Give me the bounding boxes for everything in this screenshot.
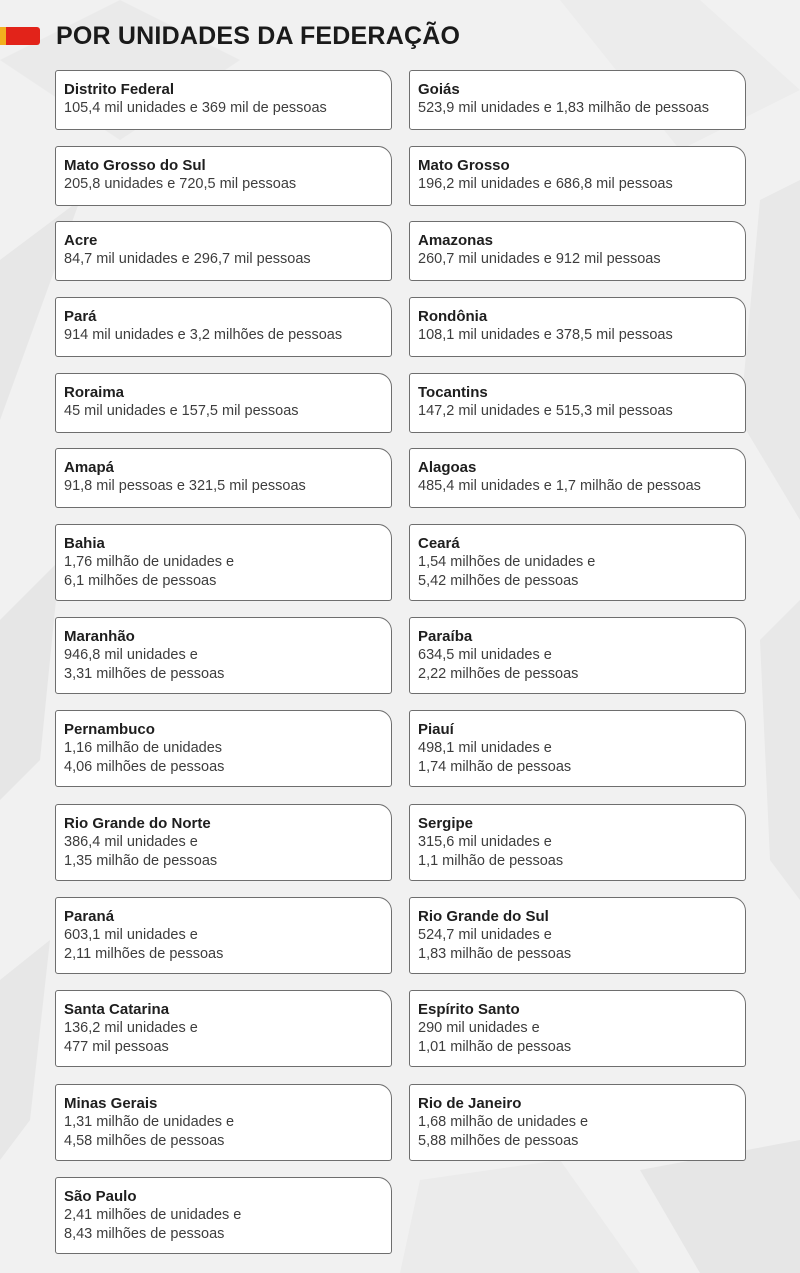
state-stats-line: 205,8 unidades e 720,5 mil pessoas — [64, 176, 297, 192]
state-stats-line: 498,1 mil unidades e — [418, 740, 552, 756]
state-card-ceara — [409, 524, 746, 601]
state-card-rio-grande-do-norte — [55, 804, 392, 881]
state-card-sergipe — [409, 804, 746, 881]
state-stats-line: 5,42 milhões de pessoas — [418, 573, 579, 589]
state-stats-line: 477 mil pessoas — [64, 1039, 169, 1055]
state-name: Distrito Federal — [64, 81, 175, 98]
state-stats-line: 5,88 milhões de pessoas — [418, 1133, 579, 1149]
state-stats-line: 1,83 milhão de pessoas — [418, 946, 572, 962]
state-stats-line: 1,31 milhão de unidades e — [64, 1114, 235, 1130]
state-stats-line: 2,22 milhões de pessoas — [418, 666, 579, 682]
state-name: Rio de Janeiro — [418, 1095, 522, 1112]
state-stats-line: 914 mil unidades e 3,2 milhões de pessoas — [64, 327, 343, 343]
state-stats-line: 147,2 mil unidades e 515,3 mil pessoas — [418, 403, 673, 419]
state-name: Maranhão — [64, 628, 135, 645]
state-stats-line: 315,6 mil unidades e — [418, 834, 552, 850]
state-name: Minas Gerais — [64, 1095, 158, 1112]
state-card-parana — [55, 897, 392, 974]
state-card-rondonia — [409, 297, 746, 357]
state-stats-line: 3,31 milhões de pessoas — [64, 666, 225, 682]
state-stats-line: 4,58 milhões de pessoas — [64, 1133, 225, 1149]
state-stats-line: 603,1 mil unidades e — [64, 927, 198, 943]
state-stats-line: 386,4 mil unidades e — [64, 834, 198, 850]
state-name: São Paulo — [64, 1188, 137, 1205]
state-stats-line: 8,43 milhões de pessoas — [64, 1226, 225, 1242]
state-stats-line: 485,4 mil unidades e 1,7 milhão de pessoas — [418, 478, 701, 494]
state-stats-line: 1,35 milhão de pessoas — [64, 853, 218, 869]
state-name: Alagoas — [418, 459, 477, 476]
state-stats-line: 1,1 milhão de pessoas — [418, 853, 564, 869]
state-name: Rondônia — [418, 308, 488, 325]
state-stats-line: 6,1 milhões de pessoas — [64, 573, 217, 589]
state-name: Amazonas — [418, 232, 494, 249]
state-card-paraiba — [409, 617, 746, 694]
state-card-rio-de-janeiro — [409, 1084, 746, 1161]
state-card-para — [55, 297, 392, 357]
state-name: Pará — [64, 308, 97, 325]
state-stats-line: 523,9 mil unidades e 1,83 milhão de pessoas — [418, 100, 709, 116]
state-card-alagoas — [409, 448, 746, 508]
state-name: Santa Catarina — [64, 1001, 170, 1018]
state-stats-line: 634,5 mil unidades e — [418, 647, 552, 663]
state-stats-line: 105,4 mil unidades e 369 mil de pessoas — [64, 100, 327, 116]
state-card-bahia — [55, 524, 392, 601]
state-stats-line: 260,7 mil unidades e 912 mil pessoas — [418, 251, 661, 267]
header-accent-bar — [0, 26, 44, 46]
state-stats-line: 2,11 milhões de pessoas — [64, 946, 224, 962]
state-card-pernambuco — [55, 710, 392, 787]
state-name: Ceará — [418, 535, 460, 552]
state-card-amazonas — [409, 221, 746, 281]
state-stats-line: 4,06 milhões de pessoas — [64, 759, 225, 775]
state-card-tocantins — [409, 373, 746, 433]
state-stats-line: 91,8 mil pessoas e 321,5 mil pessoas — [64, 478, 306, 494]
state-name: Rio Grande do Norte — [64, 815, 211, 832]
state-name: Paraíba — [418, 628, 473, 645]
state-card-santa-catarina — [55, 990, 392, 1067]
state-stats-line: 45 mil unidades e 157,5 mil pessoas — [64, 403, 299, 419]
state-card-maranhao — [55, 617, 392, 694]
state-stats-line: 136,2 mil unidades e — [64, 1020, 198, 1036]
state-name: Pernambuco — [64, 721, 155, 738]
state-name: Goiás — [418, 81, 460, 98]
state-stats-line: 1,68 milhão de unidades e — [418, 1114, 589, 1130]
state-card-rio-grande-do-sul — [409, 897, 746, 974]
state-card-piaui — [409, 710, 746, 787]
state-name: Sergipe — [418, 815, 474, 832]
state-name: Amapá — [64, 459, 115, 476]
state-name: Tocantins — [418, 384, 488, 401]
state-stats-line: 1,76 milhão de unidades e — [64, 554, 235, 570]
state-stats-line: 524,7 mil unidades e — [418, 927, 552, 943]
state-stats-line: 1,54 milhões de unidades e — [418, 554, 596, 570]
page-title: POR UNIDADES DA FEDERAÇÃO — [56, 21, 461, 50]
state-card-sao-paulo — [55, 1177, 392, 1254]
state-card-goias — [409, 70, 746, 130]
state-stats-line: 1,01 milhão de pessoas — [418, 1039, 572, 1055]
state-card-amapa — [55, 448, 392, 508]
state-name: Rio Grande do Sul — [418, 908, 549, 925]
state-name: Mato Grosso — [418, 157, 510, 174]
state-stats-line: 2,41 milhões de unidades e — [64, 1207, 242, 1223]
state-name: Mato Grosso do Sul — [64, 157, 206, 174]
state-name: Bahia — [64, 535, 105, 552]
state-name: Paraná — [64, 908, 115, 925]
state-stats-line: 946,8 mil unidades e — [64, 647, 198, 663]
state-stats-line: 1,74 milhão de pessoas — [418, 759, 572, 775]
state-card-espirito-santo — [409, 990, 746, 1067]
state-stats-line: 1,16 milhão de unidades — [64, 740, 223, 756]
state-card-mato-grosso-do-sul — [55, 146, 392, 206]
state-name: Piauí — [418, 721, 454, 738]
page-header — [0, 16, 460, 56]
state-stats-line: 290 mil unidades e — [418, 1020, 540, 1036]
state-card-distrito-federal — [55, 70, 392, 130]
state-stats-line: 108,1 mil unidades e 378,5 mil pessoas — [418, 327, 673, 343]
state-name: Espírito Santo — [418, 1001, 520, 1018]
state-stats-line: 84,7 mil unidades e 296,7 mil pessoas — [64, 251, 311, 267]
state-card-acre — [55, 221, 392, 281]
state-card-minas-gerais — [55, 1084, 392, 1161]
state-card-roraima — [55, 373, 392, 433]
state-name: Roraima — [64, 384, 125, 401]
state-card-mato-grosso — [409, 146, 746, 206]
state-stats-line: 196,2 mil unidades e 686,8 mil pessoas — [418, 176, 673, 192]
state-name: Acre — [64, 232, 98, 249]
